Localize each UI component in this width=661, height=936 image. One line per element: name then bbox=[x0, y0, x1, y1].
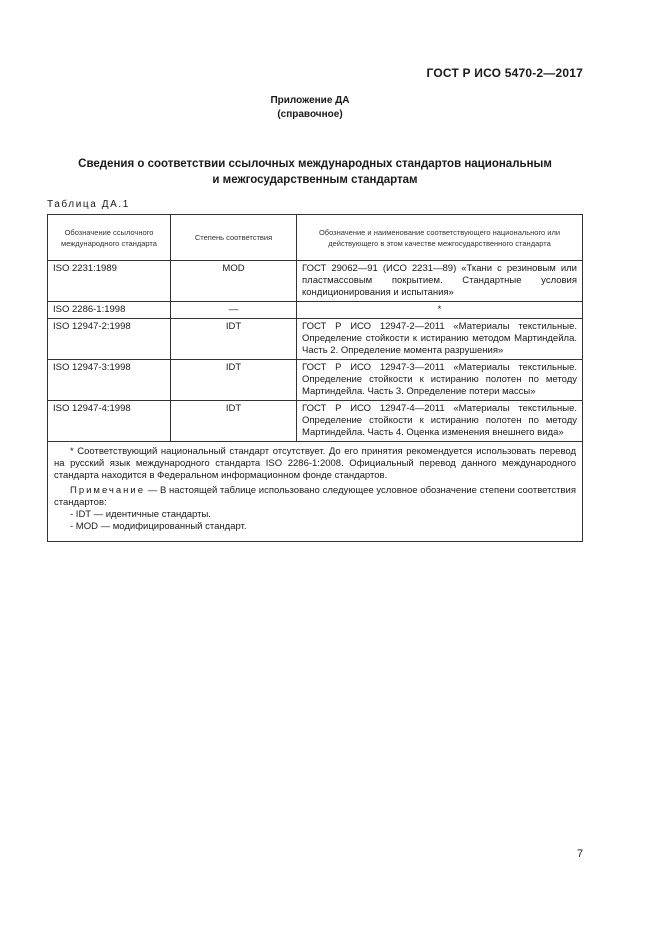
appendix-heading bbox=[0, 94, 620, 122]
table-notes bbox=[48, 442, 583, 542]
cell-degree: — bbox=[171, 302, 297, 319]
cell-reference: ISO 2231:1989 bbox=[48, 261, 171, 302]
header-reference-standard: Обозначение ссылочного международного стандарта bbox=[48, 215, 171, 261]
legend-item-idt: - IDT — идентичные стандарты. bbox=[70, 509, 211, 520]
cell-reference: ISO 12947-3:1998 bbox=[48, 360, 171, 401]
legend-item-mod: - MOD — модифицированный стандарт. bbox=[70, 521, 247, 532]
appendix-subtitle: (справочное) bbox=[277, 109, 343, 120]
cell-degree: MOD bbox=[171, 261, 297, 302]
table-row bbox=[48, 319, 583, 360]
cell-national: ГОСТ Р ИСО 12947-4—2011 «Материалы текстильные. Определение стойкости к истиранию полотен по методу Мартиндейла. Часть 4. Оценка изменения внешнего вида» bbox=[297, 401, 583, 442]
cell-degree: IDT bbox=[171, 319, 297, 360]
page-number: 7 bbox=[577, 848, 584, 860]
correspondence-table bbox=[47, 214, 583, 542]
cell-national: ГОСТ Р ИСО 12947-2—2011 «Материалы текстильные. Определение стойкости к истиранию методом Мартиндейла. Часть 2. Определение момента разрушения» bbox=[297, 319, 583, 360]
table-row bbox=[48, 302, 583, 319]
header-degree: Степень соответствия bbox=[171, 215, 297, 261]
section-title-line1: Сведения о соответствии ссылочных международных стандартов национальным bbox=[78, 158, 552, 170]
cell-degree: IDT bbox=[171, 401, 297, 442]
document-code: ГОСТ Р ИСО 5470-2—2017 bbox=[426, 66, 583, 80]
appendix-title: Приложение ДА bbox=[270, 95, 350, 106]
cell-reference: ISO 12947-4:1998 bbox=[48, 401, 171, 442]
table-footnote: * Соответствующий национальный стандарт отсутствует. До его принятия рекомендуется использовать перевод на русский язык международного стандарта ISO 2286-1:2008. Официальный перевод данного международного стандарта находится в Федеральном информационном фонде стандартов. bbox=[54, 446, 576, 481]
table-row bbox=[48, 360, 583, 401]
cell-national: ГОСТ Р ИСО 12947-3—2011 «Материалы текстильные. Определение стойкости к истиранию полотен по методу Мартиндейла. Часть 3. Определение потери массы» bbox=[297, 360, 583, 401]
cell-national: ГОСТ 29062—91 (ИСО 2231—89) «Ткани с резиновым или пластмассовым покрытием. Стандартные условия кондиционирования и испытания» bbox=[297, 261, 583, 302]
table-notes-row bbox=[48, 442, 583, 542]
cell-reference: ISO 12947-2:1998 bbox=[48, 319, 171, 360]
cell-national: * bbox=[297, 302, 583, 319]
note-text: — В настоящей таблице использовано следующее условное обозначение степени соответствия стандартов: bbox=[54, 485, 576, 508]
cell-degree: IDT bbox=[171, 360, 297, 401]
table-row bbox=[48, 401, 583, 442]
table-row bbox=[48, 261, 583, 302]
table-header-row bbox=[48, 215, 583, 261]
section-title-line2: и межгосударственным стандартам bbox=[212, 174, 418, 186]
header-national-standard: Обозначение и наименование соответствующего национального или действующего в этом качестве межгосударственного стандарта bbox=[297, 215, 583, 261]
section-title bbox=[0, 156, 630, 188]
table-note bbox=[54, 485, 576, 509]
cell-reference: ISO 2286-1:1998 bbox=[48, 302, 171, 319]
table-caption: Таблица ДА.1 bbox=[47, 199, 130, 210]
note-label: Примечание bbox=[70, 485, 145, 496]
